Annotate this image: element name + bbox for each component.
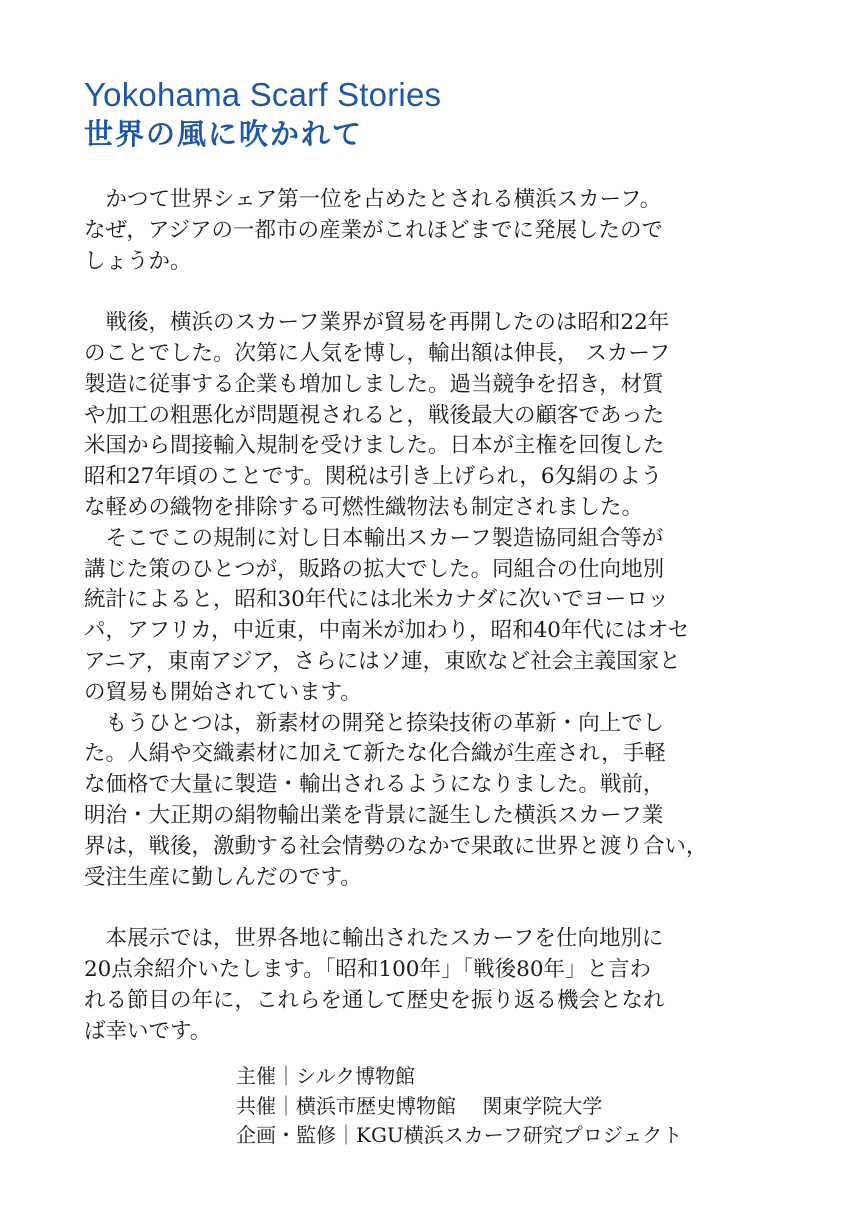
paragraph-market-expansion: そこでこの規制に対し日本輸出スカーフ製造協同組合等が 講じた策のひとつが，販路の拡大でした。同組合の仕向地別 統計によると，昭和30年代には北米カナダに次いでヨーロッ パ，アフリカ，中近東，中南米が加わり，昭和40年代にはオセ アニア，東南アジア，さらにはソ連，東欧など社会主義国家と の貿易も開始されています。	[84, 525, 690, 705]
title-japanese: 世界の風に吹かれて	[84, 117, 364, 151]
paragraph-postwar: 戦後，横浜のスカーフ業界が貿易を再開したのは昭和22年 のことでした。次第に人気を博し，輸出額は伸長， スカーフ 製造に従事する企業も増加しました。過当競争を招き，材質 や加工の粗悪化が問題視されると，戦後最大の顧客であった 米国から間接輸入規制を受けました。日本が主権を回復した 昭和27年頃のことです。関税は引き上げられ，6匁絹のよう な軽めの織物を排除する可燃性織物法も制定されました。	[84, 310, 671, 520]
paragraph-gap	[84, 893, 784, 924]
paragraph-new-materials: もうひとつは，新素材の開発と捺染技術の革新・向上でし た。人絹や交織素材に加えて新たな化合織が生産され，手軽 な価格で大量に製造・輸出されるようになりました。戦前， 明治・大正期の絹物輸出業を背景に誕生した横浜スカーフ業 界は，戦後，激動する社会情勢のなかで果敢に世界と渡り合い， 受注生産に勤しんだのです。	[84, 710, 708, 890]
paragraph-exhibition: 本展示では，世界各地に輸出されたスカーフを仕向地別に 20点余紹介いたします。「昭和100年」「戦後80年」と言わ れる節目の年に，これらを通して歴史を振り返る機会となれ ば幸いです。	[84, 926, 665, 1044]
credit-co-organizers: 共催｜横浜市歴史博物館 関東学院大学	[236, 1093, 603, 1118]
credit-planning: 企画・監修｜KGU横浜スカーフ研究プロジェクト	[236, 1123, 683, 1147]
credit-organizer: 主催｜シルク博物館	[236, 1064, 416, 1088]
paragraph-intro: かつて世界シェア第一位を占めたとされる横浜スカーフ。 なぜ，アジアの一都市の産業がこれほどまでに発展したので しょうか。	[84, 187, 663, 274]
body-text	[84, 185, 784, 1047]
paragraph-gap	[84, 277, 784, 308]
credits-block	[236, 1062, 682, 1151]
title-english: Yokohama Scarf Stories	[84, 76, 442, 113]
